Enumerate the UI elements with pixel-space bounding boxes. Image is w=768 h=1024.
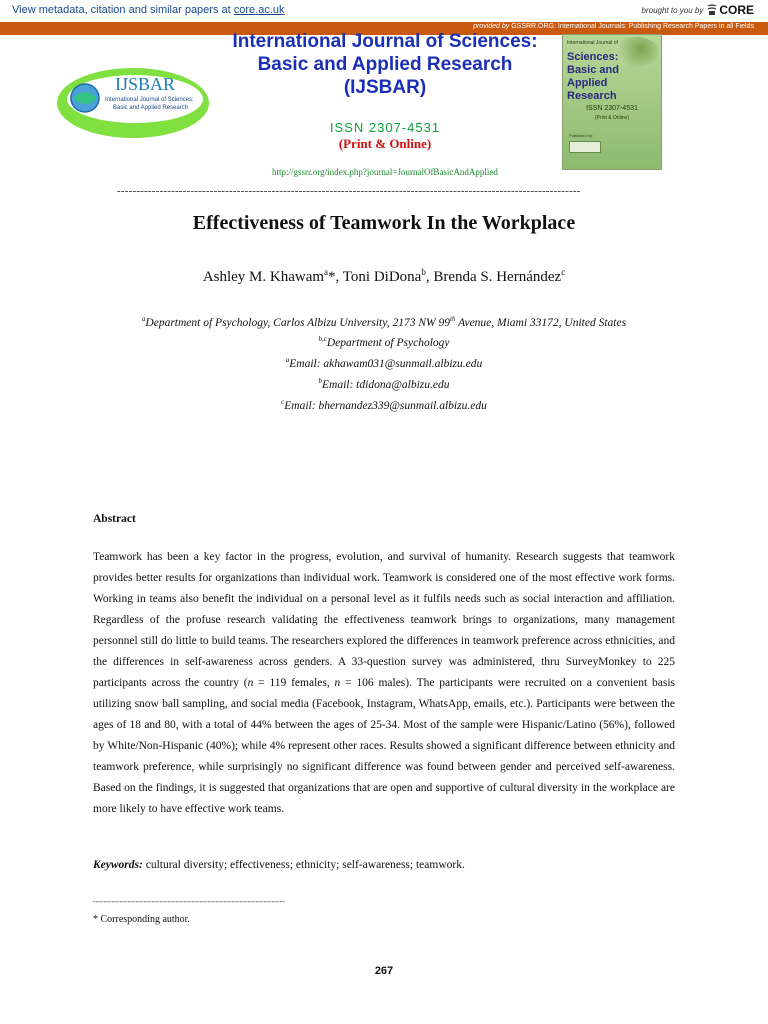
abstract-text: Teamwork has been a key factor in the progress, evolution, and survival of humanity. Research suggests that teamwork provides better results for organizations than individual work. Teamwork is considered one of the most effective work forms. Working in teams also benefit the individual on a personal level as it fulfils needs such as social interaction and affiliation. Regardless of the profuse research validating the effectiveness teamwork brings to organizations, many management personnel still do little to build teams. The researchers explored the differences in teamwork preference across ethnicities, and the differences in self-awareness across genders. A 33-question survey was administered, thru SurveyMonkey to 225 participants across the country ( [93, 551, 675, 689]
affiliation-sup: c [281, 398, 285, 406]
abstract-body [93, 547, 675, 820]
abstract-n: n [334, 677, 341, 689]
core-brought-by[interactable] [642, 3, 755, 17]
page-number: 267 [374, 965, 394, 977]
affiliation-email [84, 377, 684, 391]
keywords-text: cultural diversity; effectiveness; ethnicity; self-awareness; teamwork. [142, 859, 465, 871]
cover-title-line1: Sciences: [567, 51, 619, 63]
affiliation-sup: a [285, 356, 290, 364]
author-name: Toni DiDona [342, 269, 422, 285]
provider-text[interactable] [473, 23, 754, 30]
core-metadata-text [12, 4, 285, 16]
author-name: Brenda S. Hernández [433, 269, 562, 285]
affiliation-line [84, 315, 684, 329]
author-list [84, 267, 684, 286]
core-logo-text: CORE [719, 3, 754, 17]
cover-title [567, 51, 661, 103]
abstract-text: = 119 females, [253, 677, 335, 689]
cover-title-line3: Research [567, 90, 617, 102]
cover-print: (Print & Online) [594, 115, 630, 121]
keywords-label: Keywords: [93, 859, 143, 871]
journal-url[interactable]: http://gssrr.org/index.php?journal=JournalOfBasicAndApplied [272, 167, 498, 177]
email-text[interactable]: Email: tdidona@albizu.edu [322, 378, 450, 391]
provider-name: GSSRR.ORG: International Journals: Publishing Research Papers in all Fields [511, 23, 754, 30]
author-sep: *, [328, 269, 343, 285]
affiliation-text2: Avenue, Miami 33172, United States [455, 316, 627, 329]
ijsbar-logo-text: IJSBAR [115, 74, 176, 94]
provider-label: provided by [473, 23, 510, 30]
affiliation-sup: a [141, 315, 146, 323]
author-sup: c [561, 267, 566, 277]
author-sup: b [421, 267, 426, 277]
journal-title-line2: Basic and Applied Research [257, 54, 513, 75]
core-link[interactable]: core.ac.uk [233, 4, 285, 16]
affiliation-line [84, 335, 684, 349]
author-sup: a [324, 267, 329, 277]
journal-title [200, 30, 570, 99]
abstract-text: = 106 males). The participants were recruited on a convenient basis utilizing snow ball sampling, and social media (Facebook, Instagram, WhatsApp, emails, etc.). Participants were between the ages of 18 and 80, with a total of 44% between the ages of 25-34. Most of the sample were Hispanic/Latino (56%), followed by White/Non-Hispanic (40%); while 4% represent other races. Results showed a significant difference between ethnicity and teamwork preference, while surprisingly no significant difference was found between gender and perceived self-awareness. Based on the findings, it is suggested that organizations that are open and supportive of cultural diversity in the workplace are more likely to have effective work teams. [93, 677, 675, 815]
ijsbar-logo-sub2: Basic and Applied Research [113, 105, 189, 111]
affiliation-email [84, 398, 684, 412]
affiliation-text: Department of Psychology [326, 336, 450, 349]
affiliation-sup: b,c [318, 335, 327, 343]
footnote-rule: ------------------------------------------------------------------------ [93, 897, 285, 906]
affiliation-email [84, 356, 684, 370]
paper-title: Effectiveness of Teamwork In the Workplace [192, 212, 576, 234]
core-logo[interactable] [707, 3, 754, 17]
header-separator: ------------------------------------------------------------------------------------------------------------------------ [117, 185, 581, 197]
journal-title-line1: International Journal of Sciences: [232, 31, 538, 52]
brought-by-label: brought to you by [641, 5, 704, 15]
author-sep: , [425, 269, 434, 285]
journal-cover-image [562, 34, 662, 170]
affiliation-sup2: th [449, 315, 456, 323]
core-banner [0, 0, 768, 23]
affiliation-text: Department of Psychology, Carlos Albizu University, 2173 NW 99 [145, 316, 450, 329]
ijsbar-logo-sub1: International Journal of Sciences: [105, 97, 194, 103]
cover-small-text: International Journal of [567, 40, 618, 46]
ijsbar-logo [55, 66, 211, 140]
core-metadata-label: View metadata, citation and similar papers at [12, 4, 234, 16]
affiliation-sup: b [318, 377, 322, 385]
journal-issn: ISSN 2307-4531 [329, 120, 441, 135]
footnote: * Corresponding author. [93, 914, 190, 925]
author-name: Ashley M. Khawam [202, 269, 325, 285]
cover-published-by: Published by: [569, 133, 594, 138]
cover-publisher-logo [569, 141, 601, 153]
journal-title-line3: (IJSBAR) [343, 77, 427, 98]
journal-print-online: (Print & Online) [338, 136, 432, 151]
email-text[interactable]: Email: bhernandez339@sunmail.albizu.edu [284, 399, 487, 412]
cover-issn: ISSN 2307-4531 [586, 105, 638, 112]
email-text[interactable]: Email: akhawam031@sunmail.albizu.edu [289, 357, 483, 370]
abstract-heading: Abstract [93, 513, 136, 525]
keywords [93, 859, 465, 871]
core-stack-icon [707, 4, 717, 16]
cover-title-line2: Basic and Applied [567, 64, 619, 89]
abstract-n: n [247, 677, 254, 689]
